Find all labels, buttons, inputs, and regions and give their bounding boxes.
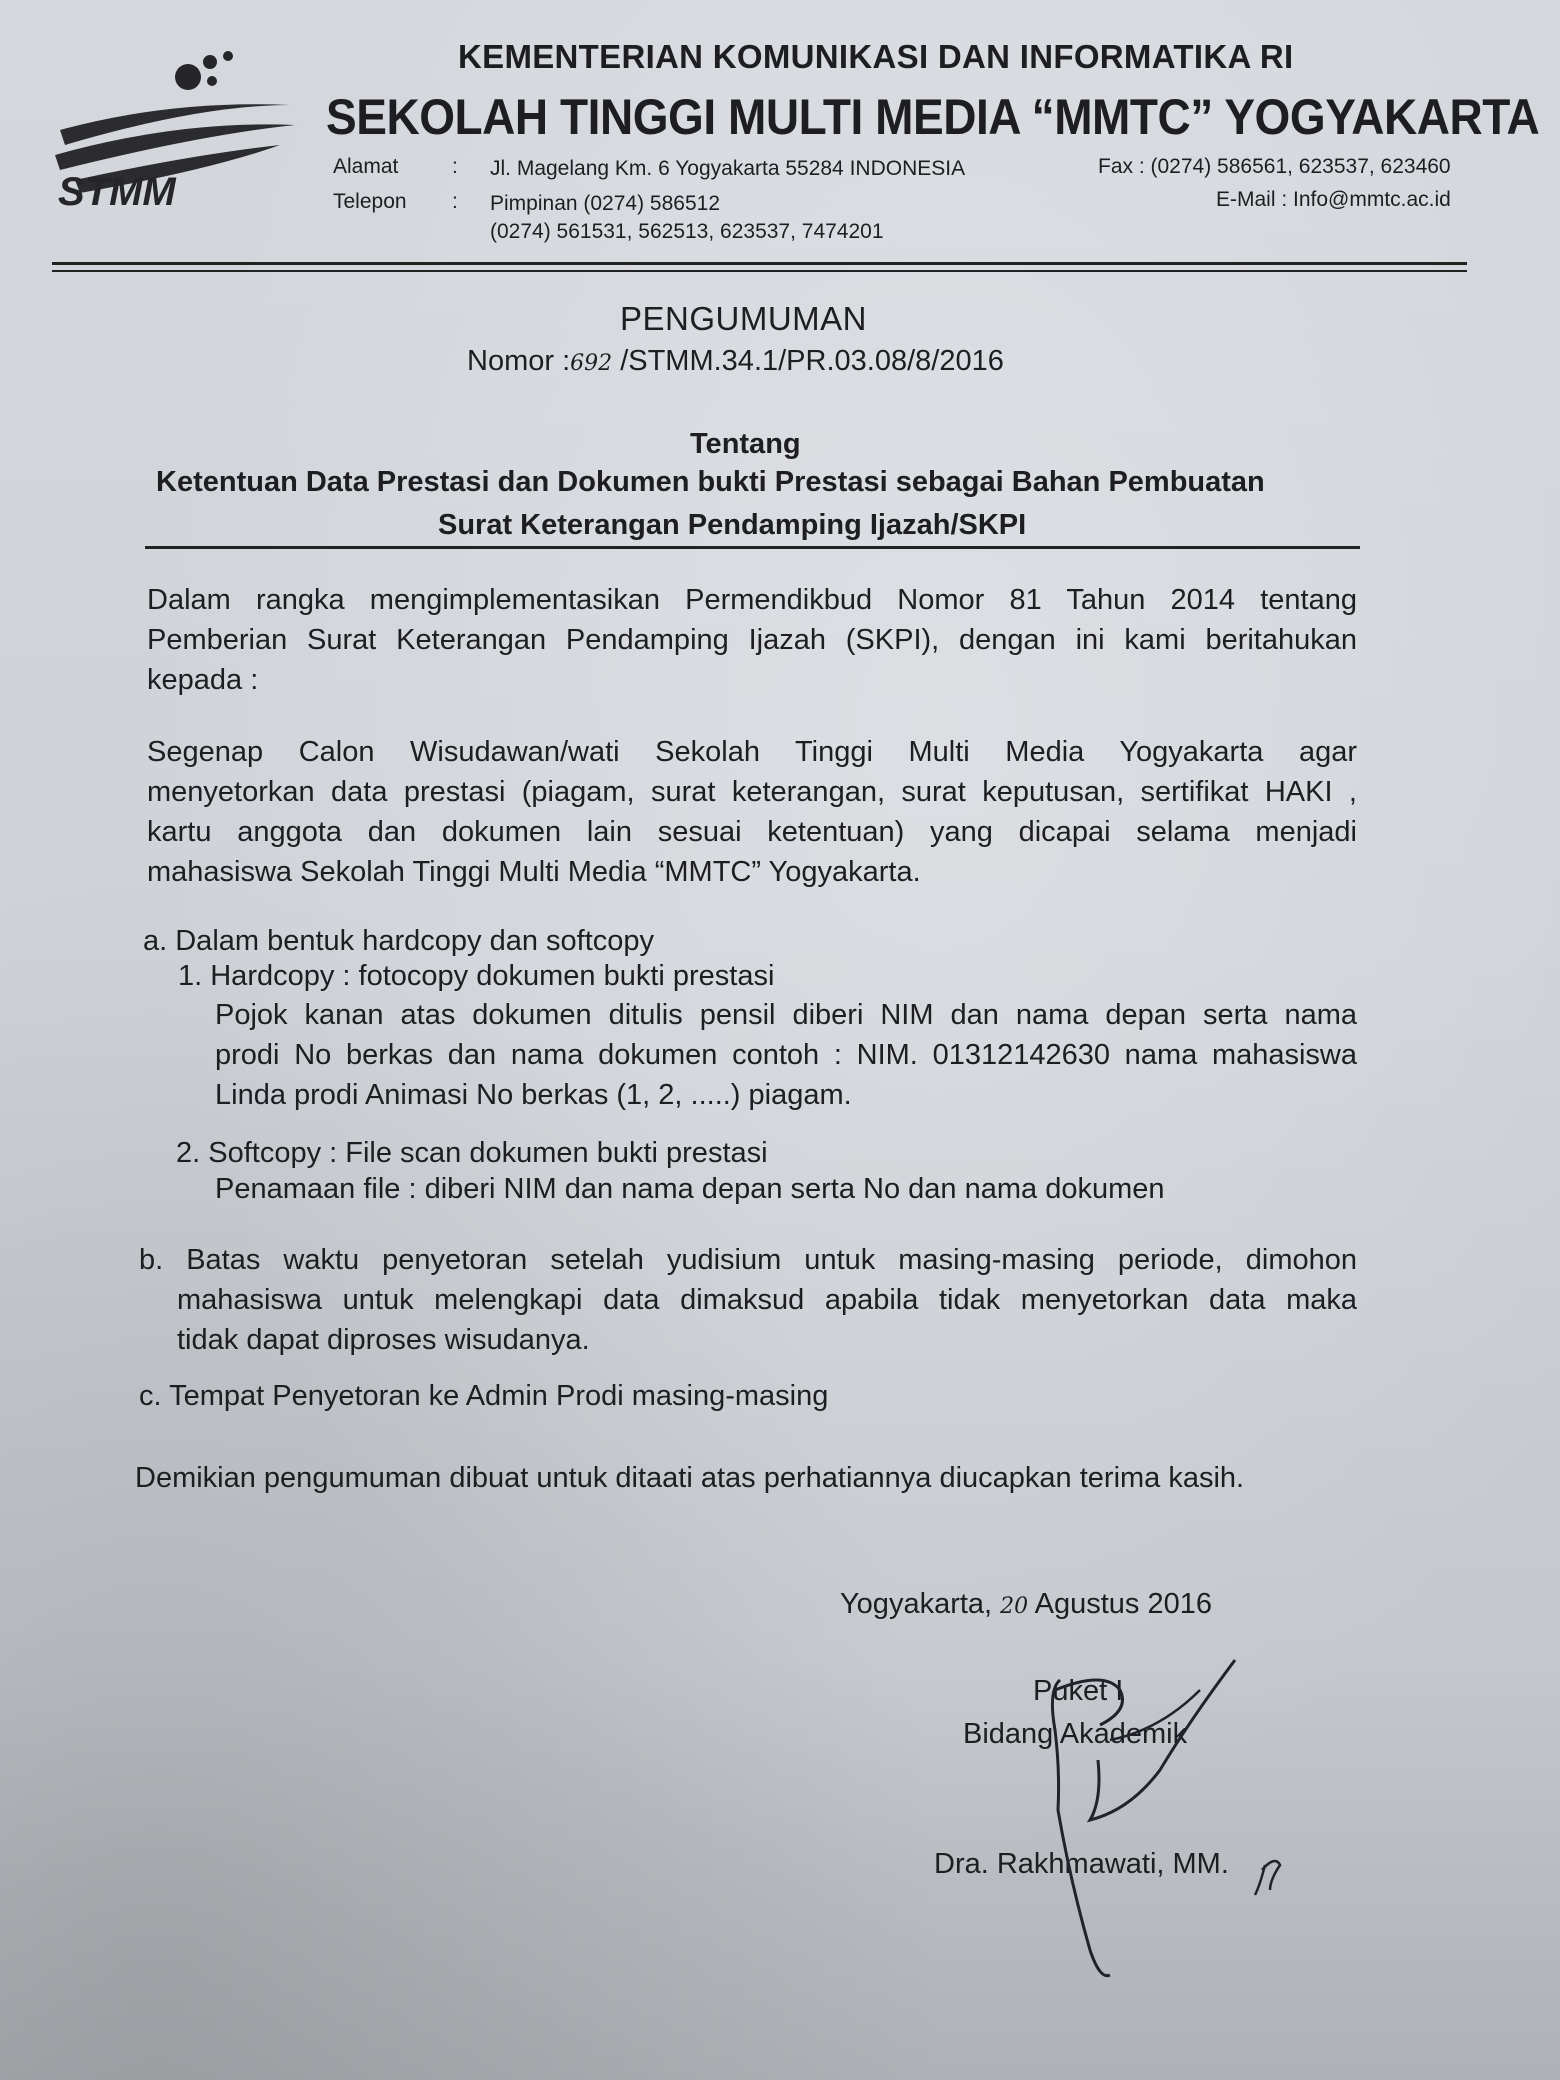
announcement-number: Nomor :692 /STMM.34.1/PR.03.08/8/2016 <box>467 345 1004 377</box>
item-a1-detail: Pojok kanan atas dokumen ditulis pensil diberi NIM dan nama depan serta nama prodi No berkas dan nama dokumen contoh : NIM. 01312142630 nama mahasiswa Linda prodi Animasi No berkas (1, 2, .....) piagam. <box>215 999 1357 1111</box>
signature-date: Yogyakarta, 20 Agustus 2016 <box>840 1588 1212 1620</box>
intro-paragraph: Dalam rangka mengimplementasikan Permendikbud Nomor 81 Tahun 2014 tentang Pemberian Surat Keterangan Pendamping Ijazah (SKPI), dengan ini kami beritahukan kepada : <box>147 584 1357 696</box>
email-address: E-Mail : Info@mmtc.ac.id <box>1216 188 1451 211</box>
item-c: c. Tempat Penyetoran ke Admin Prodi masing-masing <box>139 1380 829 1412</box>
item-a2: 2. Softcopy : File scan dokumen bukti prestasi <box>176 1137 768 1169</box>
logo-text: STMM <box>58 170 176 214</box>
item-a1: 1. Hardcopy : fotocopy dokumen bukti prestasi <box>178 960 775 992</box>
item-b: b. Batas waktu penyetoran setelah yudisium untuk masing-masing periode, dimohon mahasiswa untuk melengkapi data dimaksud apabila tidak menyetorkan data maka tidak dapat diproses wisudanya. <box>139 1244 1357 1356</box>
phone-colon: : <box>452 190 458 213</box>
handwritten-signature <box>930 1650 1310 1990</box>
recipients-paragraph: Segenap Calon Wisudawan/wati Sekolah Tinggi Multi Media Yogyakarta agar menyetorkan data prestasi (piagam, surat keterangan, surat keputusan, sertifikat HAKI , kartu anggota dan dokumen lain sesuai ketentuan) yang dicapai selama menjadi mahasiswa Sekolah Tinggi Multi Media “MMTC” Yogyakarta. <box>147 736 1357 888</box>
subject-line-2: Surat Keterangan Pendamping Ijazah/SKPI <box>438 509 1027 541</box>
address-value: Jl. Magelang Km. 6 Yogyakarta 55284 INDONESIA <box>490 157 966 180</box>
handwritten-number: 692 <box>570 351 613 376</box>
address-label: Alamat <box>333 155 399 178</box>
subject-line-1: Ketentuan Data Prestasi dan Dokumen bukti Prestasi sebagai Bahan Pembuatan <box>156 466 1265 498</box>
announcement-title: PENGUMUMAN <box>620 300 868 337</box>
signatory-name: Dra. Rakhmawati, MM. <box>934 1848 1229 1880</box>
address-colon: : <box>452 155 458 178</box>
phone-value-2: (0274) 561531, 562513, 623537, 7474201 <box>490 220 884 243</box>
item-a2-detail: Penamaan file : diberi NIM dan nama depan serta No dan nama dokumen <box>215 1173 1165 1205</box>
signatory-position-1: Puket I <box>1033 1675 1124 1707</box>
closing-statement: Demikian pengumuman dibuat untuk ditaati atas perhatiannya diucapkan terima kasih. <box>135 1462 1245 1494</box>
subject-underline <box>145 546 1360 549</box>
letterhead-divider-thick <box>52 262 1467 265</box>
school-name: SEKOLAH TINGGI MULTI MEDIA “MMTC” YOGYAKARTA <box>326 89 1540 145</box>
signatory-position-2: Bidang Akademik <box>963 1718 1188 1750</box>
stmm-logo <box>50 45 300 215</box>
phone-value-1: Pimpinan (0274) 586512 <box>490 192 720 215</box>
letterhead-divider-thin <box>52 270 1467 272</box>
handwritten-day: 20 <box>1000 1594 1029 1619</box>
fax-number: Fax : (0274) 586561, 623537, 623460 <box>1098 155 1451 178</box>
item-a: a. Dalam bentuk hardcopy dan softcopy <box>143 925 655 957</box>
phone-label: Telepon <box>333 190 407 213</box>
ministry-name: KEMENTERIAN KOMUNIKASI DAN INFORMATIKA RI <box>458 38 1294 75</box>
tentang-heading: Tentang <box>690 428 801 460</box>
